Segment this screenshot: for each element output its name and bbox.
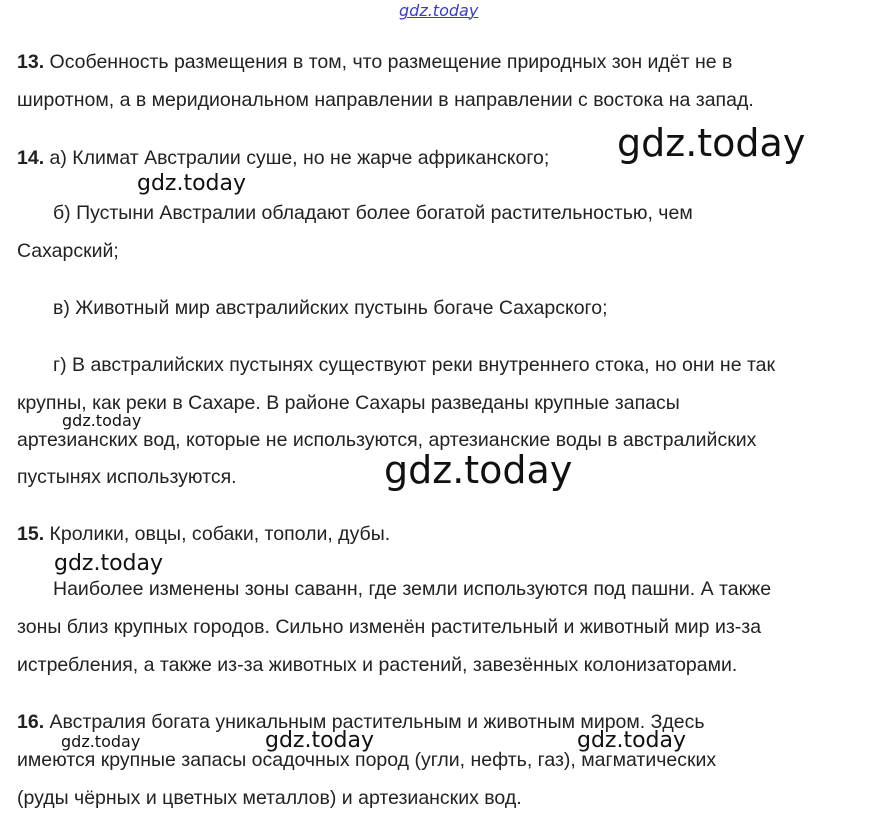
answer-15-line-3: зоны близ крупных городов. Сильно изменён растительный и животный мир из-за [17, 616, 762, 638]
watermark-1: gdz.today [617, 121, 806, 165]
watermark-7: gdz.today [265, 728, 375, 753]
watermark-2: gdz.today [137, 171, 247, 196]
watermark-4: gdz.today [384, 448, 573, 492]
answer-15-number: 15. [17, 523, 45, 545]
answer-13-text-1: Особенность размещения в том, что размещение природных зон идёт не в [49, 51, 733, 73]
answer-14-line-d2: крупны, как реки в Сахаре. В районе Сахары разведаны крупные запасы [17, 392, 680, 414]
answer-14-line-b2: Сахарский; [17, 240, 119, 262]
watermark-6: gdz.today [61, 732, 141, 751]
answer-16-line-1 [17, 710, 875, 734]
answer-14-line-d4: пустынях используются. [17, 466, 237, 488]
answer-14-number: 14. [17, 147, 45, 169]
answer-15-line-1 [17, 522, 875, 546]
answer-16-number: 16. [17, 711, 45, 733]
answer-14-line-d: г) В австралийских пустынях существуют реки внутреннего стока, но они не так [53, 354, 776, 376]
watermark-3: gdz.today [62, 411, 142, 430]
watermark-5: gdz.today [54, 551, 164, 576]
answer-13-line-2: широтном, а в меридиональном направлении в направлении с востока на запад. [17, 89, 754, 111]
answer-14-line-c: в) Животный мир австралийских пустынь богаче Сахарского; [53, 297, 608, 319]
answer-14-line-b: б) Пустыни Австралии обладают более богатой растительностью, чем [53, 202, 693, 224]
answer-13-line-1 [17, 50, 875, 74]
answer-16-line-3: (руды чёрных и цветных металлов) и артезианских вод. [17, 787, 522, 809]
answer-15-line-2: Наиболее изменены зоны саванн, где земли используются под пашни. А также [53, 578, 772, 600]
answer-15-text-1: Кролики, овцы, собаки, тополи, дубы. [49, 523, 391, 545]
answer-14-text-a: а) Климат Австралии суше, но не жарче африканского; [49, 147, 550, 169]
answer-15-line-4: истребления, а также из-за животных и растений, завезённых колонизаторами. [17, 654, 738, 676]
answer-13-number: 13. [17, 51, 45, 73]
answer-16-line-2: имеются крупные запасы осадочных пород (угли, нефть, газ), магматических [17, 749, 717, 771]
answer-16-text-1: Австралия богата уникальным растительным и животным миром. Здесь [49, 711, 705, 733]
watermark-top: gdz.today [399, 1, 479, 20]
watermark-8: gdz.today [577, 728, 687, 753]
answer-14-line-d3: артезианских вод, которые не используются, артезианские воды в австралийских [17, 429, 757, 451]
